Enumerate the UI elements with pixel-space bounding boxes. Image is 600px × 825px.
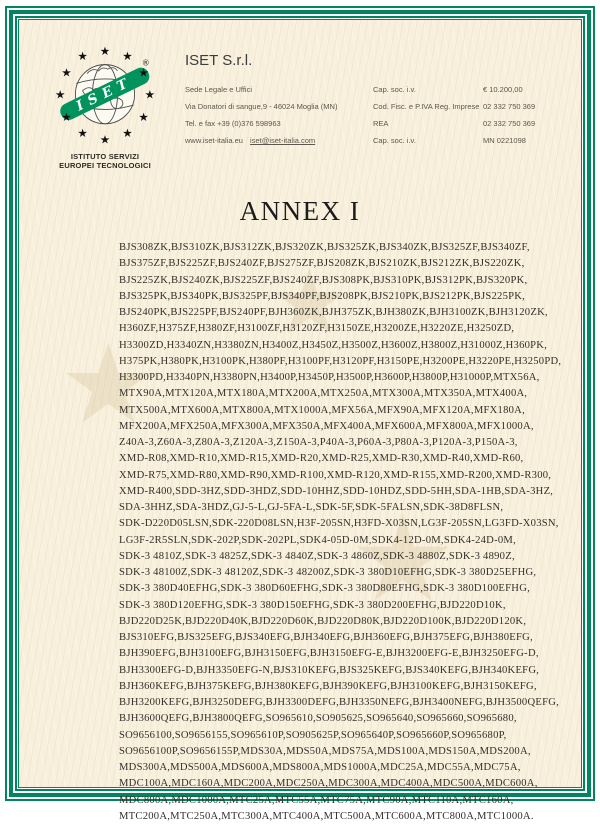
watermark-star-icon: ★ bbox=[59, 323, 158, 446]
annex-line: MTX90A,MTX120A,MTX180A,MTX200A,MTX250A,MTX300A,MTX350A,MTX400A, bbox=[119, 388, 528, 400]
annex-line: SDK-3 4810Z,SDK-3 4825Z,SDK-3 4840Z,SDK-3 4860Z,SDK-3 4880Z,SDK-3 4890Z, bbox=[119, 550, 515, 562]
svg-text:★: ★ bbox=[77, 126, 88, 141]
iset-logo bbox=[51, 44, 159, 148]
annex-line: H360ZF,H375ZF,H380ZF,H3100ZF,H3120ZF,H3150ZE,H3200ZE,H3220ZE,H3250ZD, bbox=[119, 323, 515, 335]
annex-line: BJH390EFG,BJH3100EFG,BJH3150EFG,BJH3150EFG-E,BJH3200EFG-E,BJH3250EFG-D, bbox=[119, 648, 539, 660]
org-name-line2: EUROPEI TECNOLOGICI bbox=[59, 161, 151, 170]
annex-line: BJH3300EFG-D,BJH3350EFG-N,BJS310KEFG,BJS325KEFG,BJS340KEFG,BJH340KEFG, bbox=[119, 664, 540, 676]
annex-title: ANNEX I bbox=[239, 196, 361, 226]
capital-label-2: Cap. soc. i.v. bbox=[373, 136, 416, 145]
annex-line: MFX200A,MFX250A,MFX300A,MFX350A,MFX400A,MFX600A,MFX800A,MFX1000A, bbox=[119, 420, 534, 432]
annex-list bbox=[119, 240, 581, 825]
svg-text:★: ★ bbox=[122, 49, 133, 64]
vat-value: 02 332 750 369 bbox=[483, 102, 536, 111]
annex-line: BJH3200KEFG,BJH3250DEFG,BJH3300DEFG,BJH3350NEFG,BJH3400NEFG,BJH3500QEFG, bbox=[119, 697, 560, 708]
capital-label: Cap. soc. i.v. bbox=[373, 85, 416, 94]
annex-line: MTC200A,MTC250A,MTC300A,MTC400A,MTC500A,MTC600A,MTC800A,MTC1000A. bbox=[119, 810, 534, 822]
company-name: ISET S.r.l. bbox=[185, 52, 253, 69]
registered-trademark: ® bbox=[141, 58, 150, 68]
org-name bbox=[39, 152, 171, 170]
svg-text:ISET: ISET bbox=[73, 73, 136, 115]
svg-text:★: ★ bbox=[61, 65, 72, 80]
svg-text:★: ★ bbox=[61, 110, 72, 125]
watermark-star-icon: ★ bbox=[349, 492, 457, 626]
rea-value: 02 332 750 369 bbox=[483, 119, 536, 128]
annex-line: SDK-3 48100Z,SDK-3 48120Z,SDK-3 48200Z,SDK-3 380D10EFHG,SDK-3 380D25EFHG, bbox=[119, 567, 537, 578]
annex-line: BJS308ZK,BJS310ZK,BJS312ZK,BJS320ZK,BJS325ZK,BJS340ZK,BJS325ZF,BJS340ZF, bbox=[119, 242, 530, 253]
annex-line: SDK-3 380D40EFHG,SDK-3 380D60EFHG,SDK-3 380D80EFHG,SDK-3 380D100EFHG, bbox=[119, 583, 530, 595]
annex-line: Z40A-3,Z60A-3,Z80A-3,Z120A-3,Z150A-3,P40A-3,P60A-3,P80A-3,P120A-3,P150A-3, bbox=[119, 437, 518, 448]
annex-line: SO9656100P,SO9656155P,MDS30A,MDS50A,MDS75A,MDS100A,MDS150A,MDS200A, bbox=[119, 745, 531, 757]
iset-logo-block bbox=[39, 44, 171, 170]
annex-line: H375PK,H380PK,H3100PK,H380PF,H3100PF,H3120PF,H3150PE,H3200PE,H3220PE,H3250PD, bbox=[119, 355, 562, 367]
street-address: Via Donatori di sangue,9 - 46024 Moglia (MN) bbox=[185, 102, 338, 111]
annex-line: MTX500A,MTX600A,MTX800A,MTX1000A,MFX56A,MFX90A,MFX120A,MFX180A, bbox=[119, 404, 525, 416]
svg-text:★: ★ bbox=[138, 110, 149, 125]
capital-value: € 10.200,00 bbox=[483, 85, 523, 94]
web-contact bbox=[185, 136, 373, 145]
annex-line: BJS310EFG,BJS325EFG,BJS340EFG,BJH340EFG,BJH360EFG,BJH375EFG,BJH380EFG, bbox=[119, 632, 533, 643]
svg-text:★: ★ bbox=[122, 126, 133, 141]
svg-text:★: ★ bbox=[138, 65, 149, 80]
info-row bbox=[185, 85, 581, 94]
annex-line: BJS225ZK,BJS240ZK,BJS225ZF,BJS240ZF,BJS308PK,BJS310PK,BJS312PK,BJS320PK, bbox=[119, 274, 528, 286]
info-row bbox=[185, 136, 581, 145]
annex-line: MDC800A,MDC1000A,MTC25A,MTC55A,MTC75A,MTC90A,MTC110A,MTC160A, bbox=[119, 794, 514, 806]
email-link[interactable]: iset@iset-italia.com bbox=[250, 136, 316, 145]
annex-line: XMD-R08,XMD-R10,XMD-R15,XMD-R20,XMD-R25,XMD-R30,XMD-R40,XMD-R60, bbox=[119, 453, 524, 465]
annex-line: H3300PD,H3340PN,H3380PN,H3400P,H3450P,H3500P,H3600P,H3800P,H31000P,MTX56A, bbox=[119, 372, 540, 383]
registry-value: MN 0221098 bbox=[483, 136, 526, 145]
watermark-star-icon: ★ bbox=[269, 253, 350, 353]
svg-text:★: ★ bbox=[99, 132, 111, 147]
annex-line: BJH360KEFG,BJH375KEFG,BJH380KEFG,BJH390KEFG,BJH3100KEFG,BJH3150KEFG, bbox=[119, 680, 537, 692]
annex-line: SO9656100,SO9656155,SO965610P,SO905625P,SO965640P,SO965660P,SO965680P, bbox=[119, 729, 507, 741]
company-info bbox=[171, 44, 581, 170]
annex-line: BJD220D25K,BJD220D40K,BJD220D60K,BJD220D80K,BJD220D100K,BJD220D120K, bbox=[119, 615, 527, 627]
letterhead bbox=[19, 44, 581, 170]
annex-line: H3300ZD,H3340ZN,H3380ZN,H3400Z,H3450Z,H3500Z,H3600Z,H3800Z,H31000Z,H360PK, bbox=[119, 339, 548, 351]
website-url[interactable]: www.iset-italia.eu bbox=[185, 136, 243, 145]
certificate-border bbox=[5, 6, 595, 822]
svg-text:★: ★ bbox=[77, 49, 88, 64]
org-name-line1: ISTITUTO SERVIZI bbox=[70, 152, 140, 161]
address-label: Sede Legale e Uffici bbox=[185, 85, 252, 94]
annex-line: BJH3600QEFG,BJH3800QEFG,SO965610,SO905625,SO965640,SO965660,SO965680, bbox=[119, 713, 517, 725]
annex-line: LG3F-2R5SLN,SDK-202P,SDK-202PL,SDK4-05D-0M,SDK4-12D-0M,SDK4-24D-0M, bbox=[119, 534, 516, 546]
page-content bbox=[19, 20, 581, 822]
annex-line: MDS300A,MDS500A,MDS600A,MDS800A,MDS1000A,MDC25A,MDC55A,MDC75A, bbox=[119, 762, 521, 773]
annex-line: XMD-R75,XMD-R80,XMD-R90,XMD-R100,XMD-R120,XMD-R155,XMD-R200,XMD-R300, bbox=[119, 469, 552, 481]
annex-line: SDK-D220D05LSN,SDK-220D08LSN,H3F-205SN,H3FD-X03SN,LG3F-205SN,LG3FD-X03SN, bbox=[119, 518, 559, 530]
info-row bbox=[185, 119, 581, 128]
vat-label: Cod. Fisc. e P.IVA Reg. Imprese bbox=[373, 102, 480, 111]
annex-line: BJS375ZF,BJS225ZF,BJS240ZF,BJS275ZF,BJS208ZK,BJS210ZK,BJS212ZK,BJS220ZK, bbox=[119, 258, 525, 270]
annex-line: XMD-R400,SDD-3HZ,SDD-3HDZ,SDD-10HHZ,SDD-10HDZ,SDD-5HH,SDA-1HB,SDA-3HZ, bbox=[119, 485, 554, 497]
rea-label: REA bbox=[373, 119, 389, 128]
svg-text:★: ★ bbox=[54, 87, 66, 102]
svg-text:★: ★ bbox=[144, 87, 156, 102]
annex-line: SDK-3 380D120EFHG,SDK-3 380D150EFHG,SDK-3 380D200EFHG,BJD220D10K, bbox=[119, 599, 506, 611]
phone-fax: Tel. e fax +39 (0)376 598963 bbox=[185, 119, 281, 128]
annex-line: BJS240PK,BJS225PF,BJS240PF,BJH360ZK,BJH375ZK,BJH380ZK,BJH3100ZK,BJH3120ZK, bbox=[119, 307, 548, 318]
svg-text:★: ★ bbox=[99, 44, 111, 58]
annex-line: SDA-3HHZ,SDA-3HDZ,GJ-5-L,GJ-5FA-L,SDK-5F,SDK-5FALSN,SDK-38D8FLSN, bbox=[119, 502, 504, 513]
info-row bbox=[185, 102, 581, 111]
annex-line: BJS325PK,BJS340PK,BJS325PF,BJS340PF,BJS208PK,BJS210PK,BJS212PK,BJS225PK, bbox=[119, 290, 526, 302]
annex-line: MDC100A,MDC160A,MDC200A,MDC250A,MDC300A,MDC400A,MDC500A,MDC600A, bbox=[119, 778, 538, 790]
